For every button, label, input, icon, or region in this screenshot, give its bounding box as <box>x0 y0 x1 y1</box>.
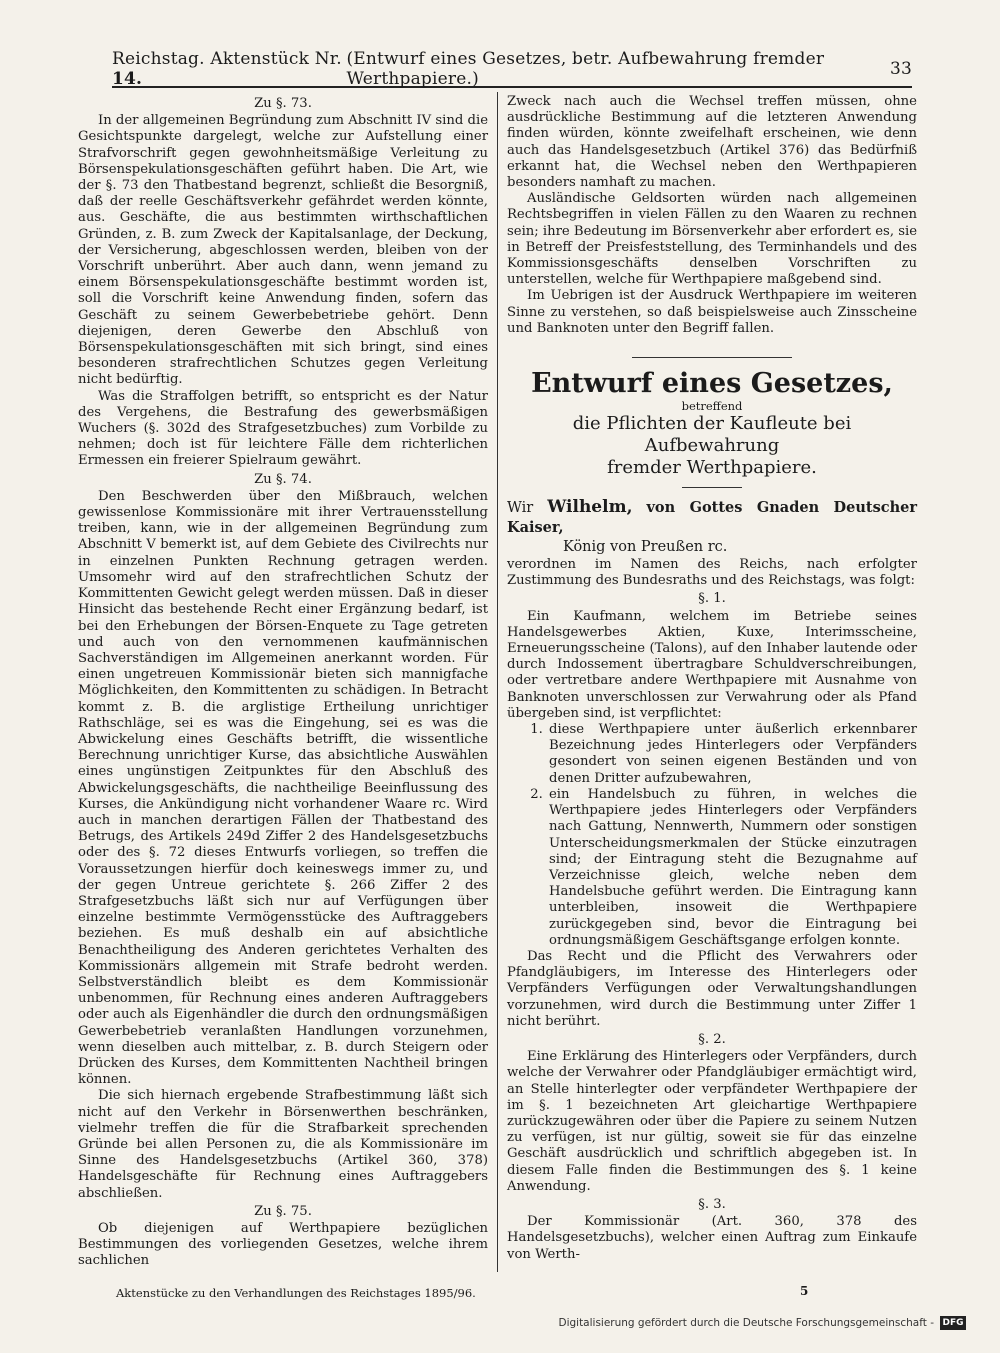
section-2-text: Eine Erklärung des Hinterlegers oder Verpfänders, durch welche der Verwahrer oder Pfandgläubiger ermächtigt wird, an Stelle hinterlegter oder verpfändeter Werthpapiere der im §. 1 bezeichneten Art gleichartige Werthpapiere zurückzugewähren oder über die Papiere zu seinem Nutzen zu verfügen, ist nur gültig, soweit sie für das einzelne Geschäft ausdrücklich und schriftlich abgegeben ist. In diesem Falle finden die Bestimmungen des §. 1 keine Anwendung. <box>507 1049 917 1194</box>
enactment-formula <box>507 498 917 538</box>
title-divider <box>682 487 742 488</box>
page-header <box>112 49 912 89</box>
king-title: König von Preußen rc. <box>563 539 728 556</box>
section-2-heading: §. 2. <box>698 1031 726 1047</box>
law-subtitle-2: fremder Werthpapiere. <box>607 457 817 479</box>
section-1-heading: §. 1. <box>698 591 726 607</box>
right-column-text <box>507 94 917 337</box>
section-1-text: Ein Kaufmann, welchem im Betriebe seines Handelsgewerbes Aktien, Kuxe, Interimsscheine, Erneuerungsscheine (Talons), auf den Inhaber lautende oder durch Indossement übertragbare Schuldverschreibungen, oder vertretbare andere Werthpapiere mit Ausnahme von Banknoten unverschlossen zur Verwahrung oder als Pfand übergeben sind, ist verpflichtet: <box>507 608 917 721</box>
law-subtitle-1: die Pflichten der Kaufleute bei Aufbewahrung <box>572 413 852 457</box>
section-1-tail: Das Recht und die Pflicht des Verwahrers oder Pfandgläubigers, im Interesse des Hinterlegers oder Verpfänders Verfügungen oder Verwaltungshandlungen vorzunehmen, wird durch die Bestimmung unter Ziffer 1 nicht berührt. <box>507 948 917 1029</box>
paragraph: Zweck nach auch die Wechsel treffen müssen, ohne ausdrückliche Bestimmung auf die letzteren Anwendung finden würden, könnte zweifelhaft erscheinen, wie denn auch das Handelsgesetzbuch (Artikel 376) das Bedürfniß erkannt hat, die Wechsel neben den Werthpapieren besonders namhaft zu machen. <box>507 94 917 191</box>
law-betreffend: betreffend <box>681 399 743 414</box>
list-item: 2. ein Handelsbuch zu führen, in welches die Werthpapiere jedes Hinterlegers oder Verpfänders nach Gattung, Nennwerth, Nummern oder sonstigen Unterscheidungsmerkmalen der Stücke einzutragen sind; der Eintragung steht die Bezugnahme auf Verzeichnisse gleich, welche neben dem Handelsbuche geführt werden. Die Eintragung kann unterbleiben, insoweit die Werthpapiere zurückgegeben sind, bevor die Eintragung bei ordnungsmäßigem Geschäftsgange erfolgen konnte. <box>547 787 917 949</box>
right-column <box>507 94 917 1263</box>
paragraph: Die sich hiernach ergebende Strafbestimmung läßt sich nicht auf den Verkehr in Börsenwerthen beschränken, vielmehr treffen die für die Strafbarkeit sprechenden Gründe bei allen Personen zu, die als Kommissionäre im Sinne des Handelsgesetzbuchs (Artikel 360, 378) Handelsgeschäfte für Rechnung eines Auftraggebers abschließen. <box>78 1088 488 1201</box>
paragraph: In der allgemeinen Begründung zum Abschnitt IV sind die Gesichtspunkte dargelegt, welche zur Aufstellung einer Strafvorschrift gegen gewohnheitsmäßige Verleitung zu Börsenspekulationsgeschäften geführt haben. Die Art, wie der §. 73 den Thatbestand begrenzt, schließt die Besorgniß, daß der reelle Geschäftsverkehr gefährdet werden könnte, aus. Geschäfte, die aus bestimmten wirthschaftlichen Gründen, z. B. zum Zweck der Kapitalsanlage, der Deckung, der Versicherung, abgeschlossen werden, bleiben von der Vorschrift unberührt. Aber auch dann, wenn jemand zu einem Börsenspekulationsgeschäfte bestimmt worden ist, soll die Vorschrift keine Anwendung finden, sofern das Geschäft zu seinem Gewerbebetriebe gehört. Denn diejenigen, deren Gewerbe den Abschluß von Börsenspekulationsgeschäften mit sich bringt, sind eines besonderen strafrechtlichen Schutzes gegen Verleitung nicht bedürftig. <box>78 113 488 388</box>
header-title <box>112 49 346 89</box>
section-3-text: Der Kommissionär (Art. 360, 378 des Handelsgesetzbuchs), welcher einen Auftrag zum Einkaufe von Werth- <box>507 1214 917 1262</box>
wir-text: Wir <box>507 500 534 517</box>
list-item: 1. diese Werthpapiere unter äußerlich erkennbarer Bezeichnung jedes Hinterlegers oder Verpfänders gesondert von seinen eigenen Beständen und von denen Dritter aufzubewahren, <box>547 722 917 787</box>
section-heading: Zu §. 74. <box>254 471 312 487</box>
footer-citation: Aktenstücke zu den Verhandlungen des Reichstages 1895/96. <box>116 1286 476 1300</box>
paragraph: Ob diejenigen auf Werthpapiere bezüglichen Bestimmungen des vorliegenden Gesetzes, welche ihrem sachlichen <box>78 1221 488 1269</box>
paragraph: Ausländische Geldsorten würden nach allgemeinen Rechtsbegriffen in vielen Fällen zu den Waaren zu rechnen sein; ihre Bedeutung im Börsenverkehr aber erfordert es, sie in Betreff der Preisfeststellung, des Terminhandels und des Kommissionsgeschäfts denselben Vorschriften zu unterstellen, welche für Werthpapiere maßgebend sind. <box>507 191 917 288</box>
section-3-heading: §. 3. <box>698 1196 726 1212</box>
law-title: Entwurf eines Gesetzes, <box>531 368 893 400</box>
paragraph: Den Beschwerden über den Mißbrauch, welchen gewissenlose Kommissionäre mit ihrer Vertrauensstellung treiben, kann, wie in der allgemeinen Begründung zum Abschnitt V bemerkt ist, auf dem Gebiete des Civilrechts nur in einzelnen Punkten Rechnung getragen werden. Umsomehr wird auf den strafrechtlichen Schutz der Kommittenten Gewicht gelegt werden müssen. Daß in dieser Hinsicht das bestehende Recht einer Ergänzung bedarf, ist bei den Erhebungen der Börsen-Enquete zu Tage getreten und auch von den vernommenen kaufmännischen Sachverständigen im Allgemeinen anerkannt worden. Für einen ungetreuen Kommissionär bieten sich mannigfache Möglichkeiten, den Kommittenten zu schädigen. In Betracht kommt z. B. die arglistige Ertheilung unrichtiger Rathschläge, sei es was die Eingehung, sei es was die Abwickelung eines Geschäfts betrifft, die wissentliche Berechnung unrichtiger Kurse, das absichtliche Auswählen eines ungünstigen Zeitpunktes für den Abschluß des Abwickelungsgeschäfts, die nachtheilige Beeinflussung des Kurses, die Ankündigung nicht vorhandener Waare rc. Wird auch in manchen derartigen Fällen der Thatbestand des Betrugs, des Artikels 249d Ziffer 2 des Handelsgesetzbuchs oder des §. 72 dieses Entwurfs vorliegen, so treffen die Voraussetzungen hierfür doch keineswegs immer zu, und der gegen Untreue gerichtete §. 266 Ziffer 2 des Strafgesetzbuchs läßt sich nur auf Verfügungen über einzelne bestimmte Vermögensstücke des Auftraggebers beziehen. Es muß deshalb ein auf absichtliche Benachtheiligung des Anderen gerichtetes Verhalten des Kommissionärs allgemein mit Strafe bedroht werden. Selbstverständlich bleibt es dem Kommissionär unbenommen, für Rechnung eines anderen Auftraggebers oder auch als Eigenhändler die durch den ordnungsmäßigen Gewerbebetrieb veranlaßten Handlungen vorzunehmen, wenn dieselben auch mittelbar, z. B. durch Steigern oder Drücken des Kurses, dem Kommittenten Nachtheil bringen können. <box>78 488 488 1088</box>
header-subtitle: (Entwurf eines Gesetzes, betr. Aufbewahrung fremder Werthpapiere.) <box>346 49 825 89</box>
top-divider <box>632 357 792 358</box>
paragraph: Im Uebrigen ist der Ausdruck Werthpapiere im weiteren Sinne zu verstehen, so daß beispielsweise auch Zinsscheine und Banknoten unter den Begriff fallen. <box>507 288 917 336</box>
dfg-logo: DFG <box>940 1316 966 1330</box>
paragraph: Was die Straffolgen betrifft, so entspricht es der Natur des Vergehens, die Bestrafung des gewerbsmäßigen Wuchers (§. 302d des Strafgesetzbuches) zum Vorbilde zu nehmen; doch ist für leichtere Fälle dem richterlichen Ermessen ein freierer Spielraum gewährt. <box>78 388 488 469</box>
header-title-text: Reichstag. Aktenstück Nr. <box>112 49 342 69</box>
footer-sheet-mark: 5 <box>800 1284 809 1298</box>
header-number: 14. <box>112 69 143 89</box>
digitization-note <box>558 1316 966 1330</box>
emperor-name: Wilhelm, <box>547 497 633 518</box>
left-column <box>78 94 488 1270</box>
section-1-list <box>507 722 917 949</box>
page-number: 33 <box>889 59 912 79</box>
column-divider <box>497 92 498 1272</box>
digitization-text: Digitalisierung gefördert durch die Deutsche Forschungsgemeinschaft - <box>558 1317 934 1329</box>
emperor-title: von Gottes Gnaden Deutscher Kaiser, <box>507 499 917 537</box>
section-heading: Zu §. 73. <box>254 96 312 111</box>
enactment-clause: verordnen im Namen des Reichs, nach erfolgter Zustimmung des Bundesraths und des Reichstags, was folgt: <box>507 557 917 589</box>
section-heading: Zu §. 75. <box>254 1203 312 1219</box>
